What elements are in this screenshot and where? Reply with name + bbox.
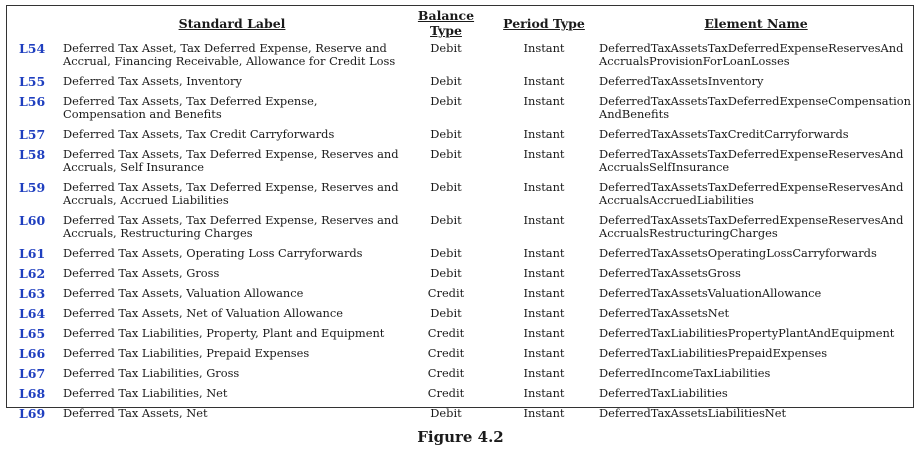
row-id-link[interactable]: L57	[19, 127, 46, 142]
row-balance-type: Credit	[427, 386, 465, 400]
row-element-name: DeferredTaxAssetsTaxDeferredExpenseReservesAndAccrualsProvisionForLoanLosses	[599, 41, 904, 69]
table-body	[7, 40, 915, 425]
row-standard-label: Deferred Tax Liabilities, Gross	[63, 366, 240, 380]
row-balance-type: Debit	[430, 127, 462, 141]
row-balance-type: Debit	[430, 180, 462, 194]
row-period-type: Instant	[523, 94, 565, 108]
row-element-name: DeferredTaxAssetsGross	[599, 266, 741, 280]
header-balance-type: Balance Type	[417, 8, 475, 38]
row-standard-label: Deferred Tax Assets, Operating Loss Carryforwards	[63, 246, 363, 260]
table-row	[7, 146, 915, 179]
row-period-type: Instant	[523, 213, 565, 227]
header-period-type: Period Type	[503, 15, 585, 31]
row-id-link[interactable]: L55	[19, 74, 46, 89]
row-balance-type: Debit	[430, 147, 462, 161]
row-period-type: Instant	[523, 246, 565, 260]
row-period-type: Instant	[523, 306, 565, 320]
row-id-link[interactable]: L68	[19, 386, 46, 401]
row-standard-label: Deferred Tax Liabilities, Property, Plant and Equipment	[63, 326, 385, 340]
row-id-link[interactable]: L62	[19, 266, 46, 281]
row-id-link[interactable]: L54	[19, 41, 46, 56]
row-period-type: Instant	[523, 326, 565, 340]
row-id-link[interactable]: L69	[19, 406, 46, 421]
row-standard-label: Deferred Tax Assets, Inventory	[63, 74, 242, 88]
table-row	[7, 179, 915, 212]
row-element-name: DeferredTaxAssetsNet	[599, 306, 730, 320]
row-element-name: DeferredTaxLiabilitiesPrepaidExpenses	[599, 346, 828, 360]
row-element-name: DeferredTaxAssetsLiabilitiesNet	[599, 406, 787, 420]
row-period-type: Instant	[523, 406, 565, 420]
table-row	[7, 285, 915, 305]
table-row	[7, 305, 915, 325]
header-standard-label: Standard Label	[178, 15, 286, 31]
row-id-link[interactable]: L60	[19, 213, 46, 228]
row-balance-type: Debit	[430, 406, 462, 420]
row-period-type: Instant	[523, 41, 565, 55]
row-standard-label: Deferred Tax Assets, Tax Deferred Expense, Compensation and Benefits	[63, 94, 318, 122]
header-row	[7, 6, 915, 40]
row-standard-label: Deferred Tax Assets, Tax Deferred Expense, Reserves and Accruals, Accrued Liabilities	[63, 180, 399, 208]
table-frame	[6, 5, 914, 421]
row-id-link[interactable]: L59	[19, 180, 46, 195]
row-period-type: Instant	[523, 74, 565, 88]
table-row	[7, 385, 915, 405]
row-element-name: DeferredTaxAssetsTaxDeferredExpenseCompensationAndBenefits	[599, 94, 911, 122]
row-id-link[interactable]: L63	[19, 286, 46, 301]
row-balance-type: Debit	[430, 74, 462, 88]
row-balance-type: Credit	[427, 286, 465, 300]
table-row	[7, 265, 915, 285]
row-period-type: Instant	[523, 127, 565, 141]
row-element-name: DeferredTaxAssetsTaxDeferredExpenseReservesAndAccrualsRestructuringCharges	[599, 213, 904, 241]
table-row	[7, 245, 915, 265]
row-id-link[interactable]: L64	[19, 306, 46, 321]
row-standard-label: Deferred Tax Asset, Tax Deferred Expense, Reserve and Accrual, Financing Receivable, Allowance for Credit Loss	[63, 41, 396, 69]
table-row	[7, 126, 915, 146]
row-element-name: DeferredTaxAssetsOperatingLossCarryforwards	[599, 246, 877, 260]
table-row	[7, 40, 915, 73]
row-id-link[interactable]: L56	[19, 94, 46, 109]
figure-caption: Figure 4.2	[417, 428, 504, 446]
row-standard-label: Deferred Tax Assets, Tax Credit Carryforwards	[63, 127, 335, 141]
row-id-link[interactable]: L65	[19, 326, 46, 341]
row-balance-type: Debit	[430, 41, 462, 55]
row-id-link[interactable]: L58	[19, 147, 46, 162]
row-balance-type: Debit	[430, 246, 462, 260]
row-standard-label: Deferred Tax Liabilities, Net	[63, 386, 228, 400]
row-element-name: DeferredIncomeTaxLiabilities	[599, 366, 771, 380]
row-balance-type: Debit	[430, 94, 462, 108]
row-balance-type: Debit	[430, 213, 462, 227]
row-element-name: DeferredTaxLiabilitiesPropertyPlantAndEquipment	[599, 326, 895, 340]
row-element-name: DeferredTaxAssetsTaxCreditCarryforwards	[599, 127, 849, 141]
row-element-name: DeferredTaxAssetsInventory	[599, 74, 764, 88]
row-balance-type: Credit	[427, 326, 465, 340]
header-element-name: Element Name	[704, 15, 808, 31]
table-row	[7, 93, 915, 126]
row-standard-label: Deferred Tax Assets, Net of Valuation Allowance	[63, 306, 343, 320]
header-num	[7, 6, 63, 40]
row-element-name: DeferredTaxAssetsValuationAllowance	[599, 286, 822, 300]
row-period-type: Instant	[523, 366, 565, 380]
row-period-type: Instant	[523, 266, 565, 280]
table-row	[7, 345, 915, 365]
row-id-link[interactable]: L67	[19, 366, 46, 381]
row-period-type: Instant	[523, 346, 565, 360]
row-balance-type: Debit	[430, 266, 462, 280]
row-balance-type: Credit	[427, 346, 465, 360]
table-row	[7, 405, 915, 425]
table-row	[7, 325, 915, 345]
row-period-type: Instant	[523, 386, 565, 400]
row-id-link[interactable]: L61	[19, 246, 46, 261]
table-row	[7, 365, 915, 385]
row-standard-label: Deferred Tax Liabilities, Prepaid Expenses	[63, 346, 310, 360]
row-element-name: DeferredTaxAssetsTaxDeferredExpenseReservesAndAccrualsSelfInsurance	[599, 147, 904, 175]
row-standard-label: Deferred Tax Assets, Tax Deferred Expense, Reserves and Accruals, Self Insurance	[63, 147, 399, 175]
row-standard-label: Deferred Tax Assets, Net	[63, 406, 208, 420]
xbrl-element-table	[7, 6, 915, 425]
table-row	[7, 73, 915, 93]
row-id-link[interactable]: L66	[19, 346, 46, 361]
row-standard-label: Deferred Tax Assets, Gross	[63, 266, 220, 280]
row-element-name: DeferredTaxLiabilities	[599, 386, 728, 400]
row-standard-label: Deferred Tax Assets, Tax Deferred Expense, Reserves and Accruals, Restructuring Charges	[63, 213, 399, 241]
row-balance-type: Credit	[427, 366, 465, 380]
row-period-type: Instant	[523, 180, 565, 194]
row-period-type: Instant	[523, 147, 565, 161]
row-element-name: DeferredTaxAssetsTaxDeferredExpenseReservesAndAccrualsAccruedLiabilities	[599, 180, 904, 208]
row-balance-type: Debit	[430, 306, 462, 320]
row-period-type: Instant	[523, 286, 565, 300]
table-row	[7, 212, 915, 245]
row-standard-label: Deferred Tax Assets, Valuation Allowance	[63, 286, 304, 300]
